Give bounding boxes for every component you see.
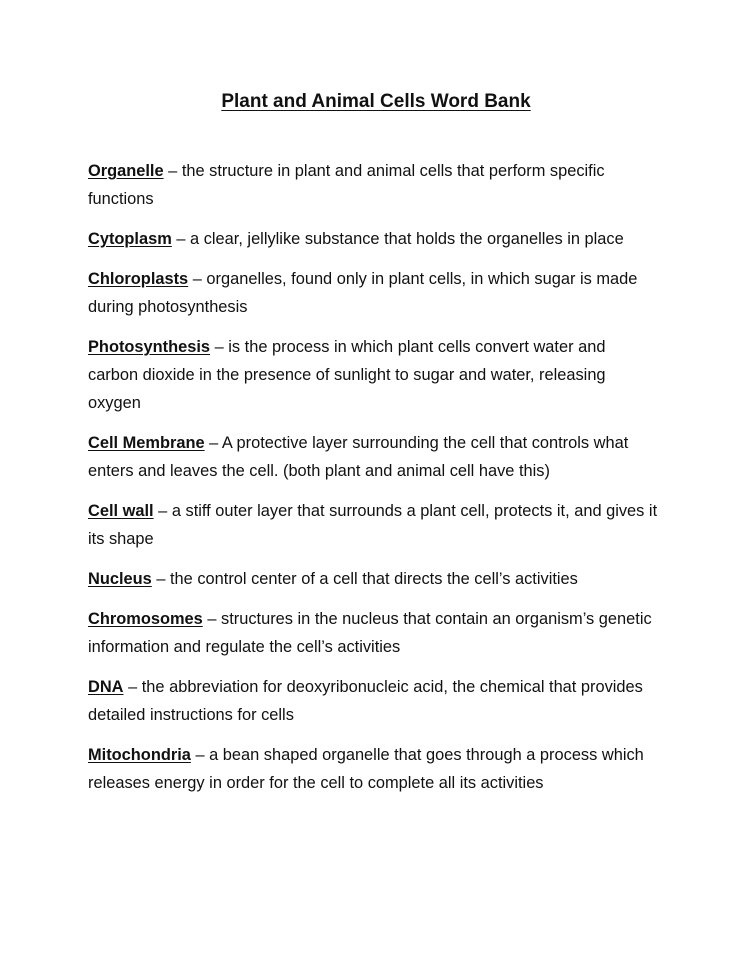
entry-definition: organelles, found only in plant cells, in which sugar is made during photosynthesis	[88, 270, 638, 316]
entry-definition: a clear, jellylike substance that holds the organelles in place	[190, 230, 624, 248]
word-bank-entry	[88, 605, 660, 661]
word-bank-list	[88, 157, 688, 797]
entry-separator: –	[171, 230, 191, 248]
entry-term: Chromosomes	[88, 610, 203, 628]
entry-separator: –	[204, 434, 222, 452]
entry-definition: the structure in plant and animal cells that perform specific functions	[88, 162, 605, 208]
word-bank-entry	[88, 565, 660, 593]
entry-term: Organelle	[88, 162, 164, 180]
entry-separator: –	[190, 746, 210, 764]
word-bank-entry	[88, 741, 660, 797]
entry-definition: structures in the nucleus that contain an organism’s genetic information and regulate the cell’s activities	[88, 610, 652, 656]
entry-definition: the control center of a cell that directs the cell’s activities	[170, 570, 578, 588]
word-bank-entry	[88, 429, 660, 485]
entry-term: Cell wall	[88, 502, 154, 520]
entry-separator: –	[151, 570, 170, 588]
entry-term: DNA	[88, 678, 124, 696]
word-bank-entry	[88, 333, 660, 417]
word-bank-entry	[88, 265, 660, 321]
document-page	[88, 88, 688, 809]
entry-definition: a bean shaped organelle that goes through a process which releases energy in order for the cell to complete all its activities	[88, 746, 644, 792]
entry-term: Cytoplasm	[88, 230, 172, 248]
entry-separator: –	[123, 678, 142, 696]
entry-term: Mitochondria	[88, 746, 191, 764]
entry-separator: –	[202, 610, 221, 628]
entry-definition: the abbreviation for deoxyribonucleic acid, the chemical that provides detailed instructions for cells	[88, 678, 643, 724]
entry-definition: is the process in which plant cells convert water and carbon dioxide in the presence of sunlight to sugar and water, releasing oxygen	[88, 338, 606, 412]
entry-separator: –	[153, 502, 172, 520]
entry-separator: –	[210, 338, 229, 356]
word-bank-entry	[88, 497, 660, 553]
entry-term: Nucleus	[88, 570, 152, 588]
entry-term: Cell Membrane	[88, 434, 205, 452]
word-bank-entry	[88, 225, 660, 253]
entry-separator: –	[188, 270, 207, 288]
entry-separator: –	[163, 162, 182, 180]
entry-term: Chloroplasts	[88, 270, 189, 288]
word-bank-entry	[88, 673, 660, 729]
word-bank-entry	[88, 157, 660, 213]
entry-definition: A protective layer surrounding the cell that controls what enters and leaves the cell. (both plant and animal cell have this)	[88, 434, 629, 480]
page-title: Plant and Animal Cells Word Bank	[221, 91, 531, 112]
entry-term: Photosynthesis	[88, 338, 211, 356]
entry-definition: a stiff outer layer that surrounds a plant cell, protects it, and gives it its shape	[88, 502, 658, 548]
